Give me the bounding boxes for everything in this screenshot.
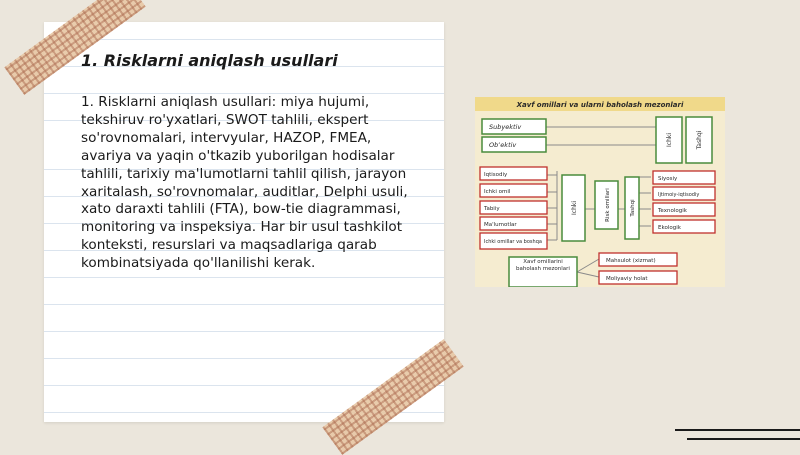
box-right-4-label: Ekologik [658,225,681,231]
box-center-tashqi-label: Tashqi [630,199,636,217]
box-criteria-label: Xavf omillarini baholash mezonlari [516,259,570,272]
box-obyektiv-label: Obʼektiv [489,141,517,149]
slide-title: 1. Risklarni aniqlash usullari [81,51,338,70]
box-left-3-label: Tabiiy [484,206,500,212]
decorative-line-2 [687,438,800,440]
box-right-2-label: Ijtimoiy-iqtisodiy [658,192,700,198]
box-bottom-right-1-label: Mahsulot (xizmat) [606,258,656,264]
box-center-ichki-label: Ichki [571,200,578,216]
diagram-title: Xavf omillari va ularni baholash mezonlari [516,101,684,109]
box-left-1-label: Iqtisodiy [484,172,508,178]
box-left-5-label: Ichki omillar va boshqa [484,239,542,245]
box-subyektiv-label: Subyektiv [489,123,522,131]
box-bottom-right-2-label: Moliyaviy holat [606,276,648,282]
box-left-2-label: Ichki omil [484,189,511,195]
box-criteria-text-holder [511,259,575,285]
box-left-4-label: Ma'lumotlar [484,222,517,228]
decorative-lines [675,426,800,446]
box-right-1-label: Siyosiy [658,176,678,182]
slide-body-text: 1. Risklarni aniqlash usullari: miya hujumi, tekshiruv ro'yxatlari, SWOT tahlili, ekspert so'rovnomalari, intervyular, HAZOP, FMEA, avariya va yaqin o'tkazib yuborilgan hodisalar tahlili, tarixiy ma'lumotlarni tahlil qilish, jarayon xaritalash, so'rovnomalar, auditlar, Delphi usuli, xato daraxti tahlili (FTA), bow-tie diagrammasi, monitoring va inspeksiya. Har bir usul tashkilot konteksti, resurslari va maqsadlariga qarab kombinatsiyada qo'llanilishi kerak. [81,94,408,272]
box-right-v1-label: Ichki [666,132,673,148]
decorative-line-1 [675,429,800,431]
risk-factor-diagram [475,97,725,287]
box-right-v2-label: Tashqi [696,130,703,150]
box-center-risk-label: Risk omillari [605,188,611,222]
box-right-3-label: Texnologik [658,208,687,214]
